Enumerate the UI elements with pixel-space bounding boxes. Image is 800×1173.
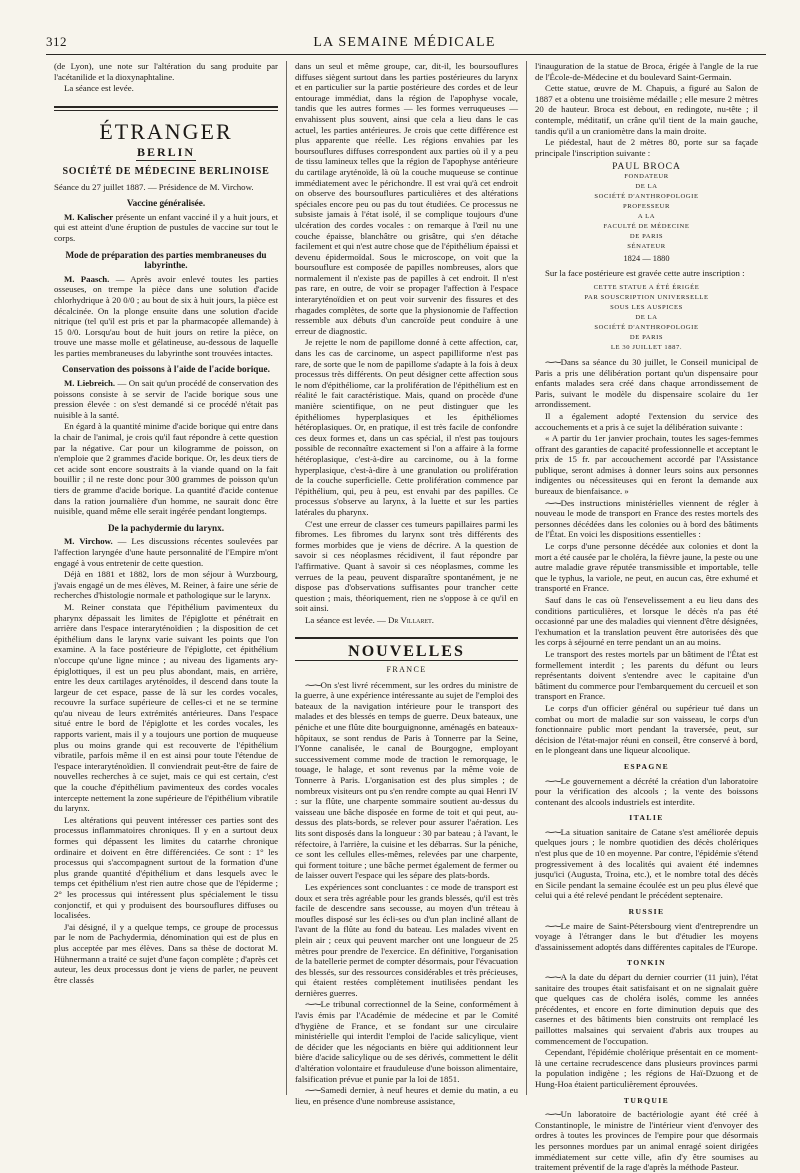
paragraph: Il a également adopté l'extension du service des accouchements et a pris à ce sujet la délibération suivante :	[535, 410, 758, 432]
topic-heading: Mode de préparation des parties membraneuses du labyrinthe.	[65, 249, 267, 271]
news-item: ⁓⁓ Un laboratoire de bactériologie ayant été créé à Constantinople, le ministre de l'intérieur vient d'envoyer des ordres à toutes les provinces de l'empire pour que désormais les personnes mordues par un animal enragé soient dirigées immédiatement sur cette ville, afin d'y être soumises au traitement préventif de la rage d'après la méthode Pasteur.	[535, 1109, 758, 1173]
running-header	[46, 34, 766, 55]
inscription-back	[535, 283, 758, 353]
society-heading: SOCIÉTÉ DE MÉDECINE BERLINOISE	[62, 165, 270, 177]
topic-heading: Conservation des poissons à l'aide de l'acide borique.	[62, 364, 270, 375]
paragraph	[54, 212, 278, 244]
speaker-name: M. Virchow.	[64, 536, 113, 547]
inscription-line: CETTE STATUE A ÉTÉ ÉRIGÉE	[593, 283, 700, 291]
opening-paragraph: (de Lyon), une note sur l'altération du sang produite par l'acétanilide et la dioxynaphtaline.	[54, 61, 278, 82]
column-area	[46, 61, 766, 1173]
paragraph: « A partir du 1er janvier prochain, toutes les sages-femmes offrant des garanties de capacité professionnelle et acceptant le prix de 15 fr. par accouchement accordé par l'Assistance publique, seront admises à donner leurs soins aux personnes indigentes ou nécessiteuses qui en feront la demande aux bureaux de bienfaisance. »	[535, 433, 758, 497]
news-item: ⁓⁓ On s'est livré récemment, sur les ordres du ministre de la guerre, à une expérience intéressante au sujet de l'emploi des bateaux de la navigation intérieure pour le transport des malades et des blessés en temps de guerre. Deux bateaux, une péniche et une flûte dite bourguignonne, aménagés en bateaux-hôpitaux, se sont rendus de Paris à Tonnerre par la Seine, l'Yonne canalisée, le canal de Bourgogne, employant successivement comme mode de traction le remorquage, le touage, le halage, et sont revenus par la même voie de Tonnerre à Paris. L'organisation est des plus simples ; de nombreux visiteurs ont pu s'en rendre compte au quai Henri IV : sur la flûte, une charpente sommaire soutient au-dessus du vaisseau une bâche disposée en forme de toit et qui peut, au-dessus des plats-bords, se relever pour assurer l'aération. Les lits sont disposés dans la longueur : 30 par bateau ; à l'avant, le réfectoire, à l'arrière, la cuisine et les débarras. Sur la péniche, ce sont les cellules elles-mêmes, relevées par une charpente, qui forment toiture ; une bâche permet également de fermer ou de laisser ouvert l'espace qui les sépare des plats-bords.	[295, 680, 518, 881]
section-rule	[295, 637, 518, 639]
inscription-line: DE LA	[635, 183, 658, 191]
speaker-text: présente un enfant vacciné il y a huit jours, et qui est atteint d'une éruption de pustules de vaccine sur tout le corps.	[54, 211, 278, 243]
city-heading-berlin: BERLIN	[136, 145, 195, 160]
inscription-line: SOCIÉTÉ D'ANTHROPOLOGIE	[594, 193, 699, 201]
country-heading-tonkin: TONKIN	[626, 958, 667, 968]
paragraph: Le corps d'un officier général ou supérieur tué dans un combat ou mort de maladie sur son vaisseau, le corps d'un fonctionnaire public mort pendant la traversée, peut, sur décision de l'état-major réuni en conseil, être conservé à bord, en le plongeant dans une liqueur alcoolique.	[535, 702, 758, 756]
inscription-line: DE PARIS	[629, 233, 664, 241]
paragraph: Les expériences sont concluantes : ce mode de transport est doux et sera très agréable pour les grands blessés, qu'il est très facile de descendre sans secousse, au moyen d'un tréteau à moufles disposé sur les écli-ses ou d'un plan incliné allant de l'avant de la flûte au fond du bateau. Les malades vivent en plein air ; ceux qui peuvent marcher ont une longueur de 25 mètres pour prendre de l'exercice. En définitive, l'organisation de la batellerie permet de compter désormais, pour l'évacuation des blessés, sur des ressources considérables et très précieuses, qui étaient restées complètement inutilisées pendant les dernières guerres.	[295, 881, 518, 998]
session-line: Séance du 27 juillet 1887. — Présidence de M. Virchow.	[54, 181, 254, 192]
inscription-line: A LA	[637, 213, 656, 221]
journal-title: LA SEMAINE MÉDICALE	[313, 35, 496, 50]
speaker-text: — Les discussions récentes soulevées par l'affection laryngée d'une haute personnalité de l'Empire m'ont engagé à vous entretenir de cette question.	[54, 536, 278, 568]
inscription-line: LE 30 JUILLET 1887.	[610, 343, 683, 351]
country-heading-italie: ITALIE	[629, 813, 664, 823]
paragraph: C'est une erreur de classer ces tumeurs papillaires parmi les fibromes. Les fibromes du larynx sont très différents des formes morbides que je viens de décrire. A la question de savoir si ces néoplasmes récidivent, il faut répondre par l'affirmative. Quant à savoir si ces néoplasmes, comme les verrues de la peau, peuvent disparaître spontanément, je ne dispose pas d'observations suffisantes pour trancher cette question ; mais, théoriquement, rien ne s'oppose à ce qu'il en soit ainsi.	[295, 518, 518, 614]
inscription-line: DE LA	[635, 313, 658, 321]
paragraph: Le transport des restes mortels par un bâtiment de l'État est formellement interdit ; les parents du défunt ou leurs représentants doivent s'entendre avec le capitaine d'un bâtiment du commerce pour l'embarquement du cercueil et son transport en France.	[535, 648, 758, 702]
section-heading-nouvelles: NOUVELLES	[348, 643, 465, 661]
section-rule-thin	[295, 660, 518, 661]
inscription-dates: 1824 — 1880	[623, 254, 670, 264]
speaker-text: — On sait qu'un procédé de conservation des poissons consiste à se servir de l'acide borique sous une pression élevée : on s'est demandé si ce procédé n'était pas nuisible à la santé.	[54, 378, 279, 420]
paragraph	[54, 378, 278, 420]
country-heading-russie: RUSSIE	[628, 907, 665, 917]
news-item: ⁓⁓ La situation sanitaire de Catane s'est améliorée depuis quelques jours ; le nombre quotidien des décès cholériques n'est plus que de 10 en moyenne. Par contre, l'épidémie s'étend progressivement à des localités qui avaient été indemnes jusqu'ici (Augusta, Troina, etc.), et le nombre total des décès en Sicile pendant la semaine écoulée est un peu plus élevé que celui qui a été relevé pendant le précédent septenaire.	[535, 827, 758, 901]
news-item: ⁓⁓ Le gouvernement a décrété la création d'un laboratoire pour la vérification des alcools ; la vente des boissons contenant des alcools industriels est interdite.	[535, 776, 758, 808]
paragraph: Le piédestal, haut de 2 mètres 80, porte sur sa façade principale l'inscription suivante :	[535, 137, 758, 158]
paragraph	[54, 536, 278, 568]
inscription-line: SÉNATEUR	[627, 243, 666, 251]
city-rule	[136, 160, 196, 161]
paragraph: Déjà en 1881 et 1882, lors de mon séjour à Wurzbourg, j'avais engagé un de mes élèves, M. Reiner, à faire une série de recherches d'histologie normale et pathologique sur le larynx.	[54, 569, 278, 601]
topic-heading: De la pachydermie du larynx.	[107, 522, 225, 533]
section-rule-thin	[54, 110, 278, 111]
column-1	[46, 61, 286, 1095]
news-item: ⁓⁓ Samedi dernier, à neuf heures et demie du matin, a eu lieu, en présence d'une nombreuse assistance,	[295, 1085, 518, 1106]
closing-text: La séance est levée. —	[305, 614, 386, 625]
paragraph: Sauf dans le cas où l'ensevelissement a eu lieu dans des conditions particulières, et lorsque le décès n'a pas été occasionné par une des maladies qui viennent d'être désignées, l'exhumation et la translation peuvent être autorisées dès que les corps à séjourné en terre pendant un an au moins.	[535, 595, 758, 648]
inscription-line: PAR SOUSCRIPTION UNIVERSELLE	[584, 293, 709, 301]
paragraph: Je rejette le nom de papillome donné à cette affection, car, dans les cas de carcinome, un aspect papilliforme n'est pas rare, de sorte que le nom de papillome s'adapte à la fois à deux processus très différents. On peut désigner cette affection sous le nom d'épithéliome, car la prolifération de l'épithélium est en réalité le fait caractéristique. Mais, quand on procède d'une manière scientifique, on ne peut distinguer que les épithéliomes hyperplasiques et les épithéliomes hétéroplasiques. Or, en pratique, il est très facile de confondre ces deux formes et, dans un cas spécial, il n'est pas toujours possible de reconnaître exactement si l'on a affaire à la forme hétéroplasique, c'est-à-dire au carcinome, ou à la forme hyperplasique, c'est-à-dire à une granulation ou prolifération de la couche superficielle. Cette prolifération commence par l'épithélium, qui, peu à peu, est envahi par des papilles. Ce processus s'observe au larynx, à la luette et sur les parties latérales du pharynx.	[295, 337, 518, 517]
speaker-text: — Après avoir enlevé toutes les parties osseuses, on trempe la pièce dans une solution d'acide chlorhydrique à 20 0/0 ; au bout de six à huit jours, la pièce est décalcinée. On la plonge ensuite dans une solution d'acide nitrique (tel qu'il est pris et par la pharmacopée allemande) à 15 0/0. Lorsqu'au bout de huit jours on retire la pièce, on trouve une masse molle et gélatineuse, au-dessous de laquelle les parties membraneuses du labyrinthe sont trouvées intactes.	[54, 273, 279, 358]
inscription-line: PROFESSEUR	[622, 203, 671, 211]
paragraph: Cette statue, œuvre de M. Chapuis, a figuré au Salon de 1887 et a obtenu une troisième médaille ; elle mesure 2 mètres 20 de hauteur. Broca est debout, en redingote, nu-tête ; il contemple, méditatif, un crâne qu'il tient de la main gauche, tandis qu'il a un craniomètre dans la main droite.	[535, 83, 758, 136]
inscription-front	[535, 162, 758, 264]
paragraph: Le corps d'une personne décédée aux colonies et dont la mort a été causée par le choléra, la fièvre jaune, la peste ou une autre maladie grave réputée transmissible et importable, telle que le typhus, la variole, ne peut, en aucun cas, être exhumé et transporté en France.	[535, 541, 758, 594]
inscription-line: SOCIÉTÉ D'ANTHROPOLOGIE	[594, 323, 699, 331]
speaker-name: M. Paasch.	[64, 273, 110, 284]
news-item: ⁓⁓ A la date du départ du dernier courrier (11 juin), l'état sanitaire des troupes était satisfaisant et on ne signalait guère que quelques cas de choléra isolés, comme les années précédentes, et encore en forte diminution depuis que des casernes et des bâtiments bien construits ont remplacé les paillottes malsaines qui servaient d'abris aux troupes au commencement de l'occupation.	[535, 972, 758, 1046]
news-item: ⁓⁓ Dans sa séance du 30 juillet, le Conseil municipal de Paris a pris une délibération portant qu'un dispensaire pour enfants malades sera créé dans chaque arrondissement de Paris, suivant le modèle du dispensaire scolaire du 1er arrondissement.	[535, 357, 758, 410]
paragraph	[54, 274, 278, 359]
country-heading-turquie: TURQUIE	[623, 1095, 670, 1105]
column-2	[286, 61, 526, 1106]
paragraph: Sur la face postérieure est gravée cette autre inscription :	[545, 268, 745, 279]
page-number: 312	[46, 34, 67, 49]
country-heading-france: FRANCE	[386, 665, 427, 675]
paragraph: J'ai désigné, il y a quelque temps, ce groupe de processus par le nom de Pachydermia, dénomination qui est de plus en plus acceptée par mes élèves. Dans sa thèse de doctorat M. Hühnermann a traité ce sujet d'une façon complète ; d'après cet auteur, les deux processus dont je viens de parler, ne peuvent être classés	[54, 921, 278, 985]
paragraph: M. Reiner constata que l'épithélium pavimenteux du pharynx dépassait les limites de l'épiglotte et pénétrait en arrière dans l'espace interaryténoïdien ; la disposition de cet épithélium dans le larynx varie suivant les points que l'on examine. A la face postérieure de l'épiglotte, cet épithélium n'occupe qu'une ligne mince ; au niveau des ligaments ary-épiglottiques, il est un peu plus abondant, mais, en arrière, entre les deux cartilages aryténoïdes, il descend dans toute la largeur de cet espace, passe de là sur les cordes vocales, recouvre la surface supérieure de celles-ci et ne se termine qu'au niveau de leurs extrémités antérieures. Dans l'espace situé entre le bord de l'épiglotte et les cordes vocales, les rapports varient, mais il y a toujours une portion de muqueuse plus ou moins grande qui est recouverte de l'épithélium vibratile, parfois même il en est ainsi pour toute l'étendue de l'espace interaryténoïdien. Il conviendrait peut-être de faire de nouvelles recherches à ce sujet, mais ce qui est certain, c'est que la couche d'épithélium pavimenteux des cordes vocales intercepte nettement la zone supérieure de l'épithélium vibratile du larynx.	[54, 601, 278, 814]
news-item: ⁓⁓ Des instructions ministérielles viennent de régler à nouveau le mode de transport en France des restes mortels des personnes décédées dans les colonies ou à bord des bâtiments de l'État. En voici les dispositions essentielles :	[535, 498, 758, 540]
session-closed: La séance est levée.	[64, 83, 134, 94]
paragraph: Cependant, l'épidémie cholérique présentait en ce moment-là une certaine recrudescence dans plusieurs provinces parmi la population indigène ; les régions de Haï-Dzuong et de Hung-Hoa étaient particulièrement éprouvées.	[535, 1047, 758, 1089]
inscription-line: DE PARIS	[629, 333, 664, 341]
paragraph: l'inauguration de la statue de Broca, érigée à l'angle de la rue de l'École-de-Médecine et du boulevard Saint-Germain.	[535, 61, 758, 82]
newspaper-page	[46, 34, 766, 1173]
inscription-line: FONDATEUR	[624, 173, 669, 181]
section-heading-etranger: ÉTRANGER	[99, 118, 233, 144]
topic-heading: Vaccine généralisée.	[126, 198, 206, 209]
speaker-name: M. Liebreich.	[64, 378, 116, 389]
inscription-line: FACULTÉ DE MÉDECINE	[603, 223, 690, 231]
paragraph: Les altérations qui peuvent intéresser ces parties sont des processus inflammatoires chroniques. Il y en a surtout deux formes qui dépassent les limites du catarrhe chronique ordinaire et doivent en être différenciées. Ce sont : 1° les processus qui s'accompagnent surtout de la formation d'une plus grande quantité d'épithélium et dans lesquels avec le temps cet épithélium n'est rien autre chose que de l'épiderme ; 2° les processus qui intéressent plus spécialement le tissu conjonctif, et qui y produisent des boursouflures diffuses ou localisées.	[54, 814, 278, 921]
author-signature: Dr Villaret.	[388, 614, 434, 625]
closing-line	[295, 615, 518, 626]
paragraph: dans un seul et même groupe, car, dit-il, les boursouflures diffuses siègent surtout dans les parties postérieures du larynx et en particulier sur la partie postérieure des cordes et de leur entourage immédiat, dans la région de l'apophyse vocale, tandis que les autres formes — les formes verruqueuses — envahissent plus souvent, ainsi que cela a lieu dans le cas actuel, les parties antérieures. Je crois que cette différence est plus apparente que réelle. Les régions envahies par les boursouflures diffuses correspondent aux parties où il y a peu de tissu lamineux telles que la région de l'apophyse antérieure du cartilage aryténoïde, là où la couche muqueuse se continue immédiatement avec le périchondre. Il est vrai qu'à cet endroit on observe des boursouflures particulières et des altérations spéciales encore peu ou pas du tout étudiées. Ce processus ne subsiste jamais à l'état isolé, il se complique toujours d'une ulcération des cordes vocales : on remarque à l'œil nu une couche épaisse, blanchâtre ou grisâtre, qui s'en détache facilement et qui n'est autre chose que de l'épithélium épaissi et devenu épidermoïdal. Sous le microscope, on voit que la boursouflure est composée de papilles nombreuses, alors que normalement il n'existe pas de papilles à cet endroit. Il n'est pas rare, en outre, de voir se propager l'affection à l'espace interaryténoïdien et on peut voir survenir des fissures et des rhagades complètes, de sorte que la physionomie de l'affection ressemble aux débuts d'un cancroïde peut conduire à une erreur de diagnostic.	[295, 61, 519, 336]
paragraph: En égard à la quantité minime d'acide borique qui entre dans la chair de l'animal, je crois qu'il faut répondre à cette question par la négative. Car pour un kilogramme de poisson, on n'emploie que 2 grammes d'acide borique. Or, les deux tiers de cet acide sont encore soustraits à la viande quand on la fait bouillir ; il ne reste donc pour 300 grammes de poisson qu'un tiers de gramme d'acide borique. La quantité d'acide contenue dans la ration journalière d'un homme, ne saurait donc être nuisible, quand même elle serait ingérée pendant longtemps.	[54, 421, 278, 517]
inscription-line: SOUS LES AUSPICES	[610, 303, 683, 311]
section-rule	[54, 106, 278, 108]
column-3	[526, 61, 766, 1173]
inscription-name: PAUL BROCA	[612, 162, 681, 173]
speaker-name: M. Kalischer	[64, 211, 114, 222]
country-heading-espagne: ESPAGNE	[623, 761, 670, 771]
news-item: ⁓⁓ Le maire de Saint-Pétersbourg vient d'entreprendre un voyage à l'étranger dans le but d'étudier les moyens d'assainissement adoptés dans différentes capitales de l'Europe.	[535, 921, 758, 953]
news-item: ⁓⁓ Le tribunal correctionnel de la Seine, conformément à l'avis émis par l'Académie de médecine et par le Comité d'hygiène de France, et se fondant sur une circulaire ministérielle qui interdit l'emploi de l'acide salicylique, vient de décider que les négociants en bière qui additionnent leur bière d'acide salicylique ou de ses dérivés, commettent le délit d'altération volontaire et frauduleuse d'une boisson alimentaire, falsification prévue et punie par la loi de 1851.	[295, 999, 518, 1084]
